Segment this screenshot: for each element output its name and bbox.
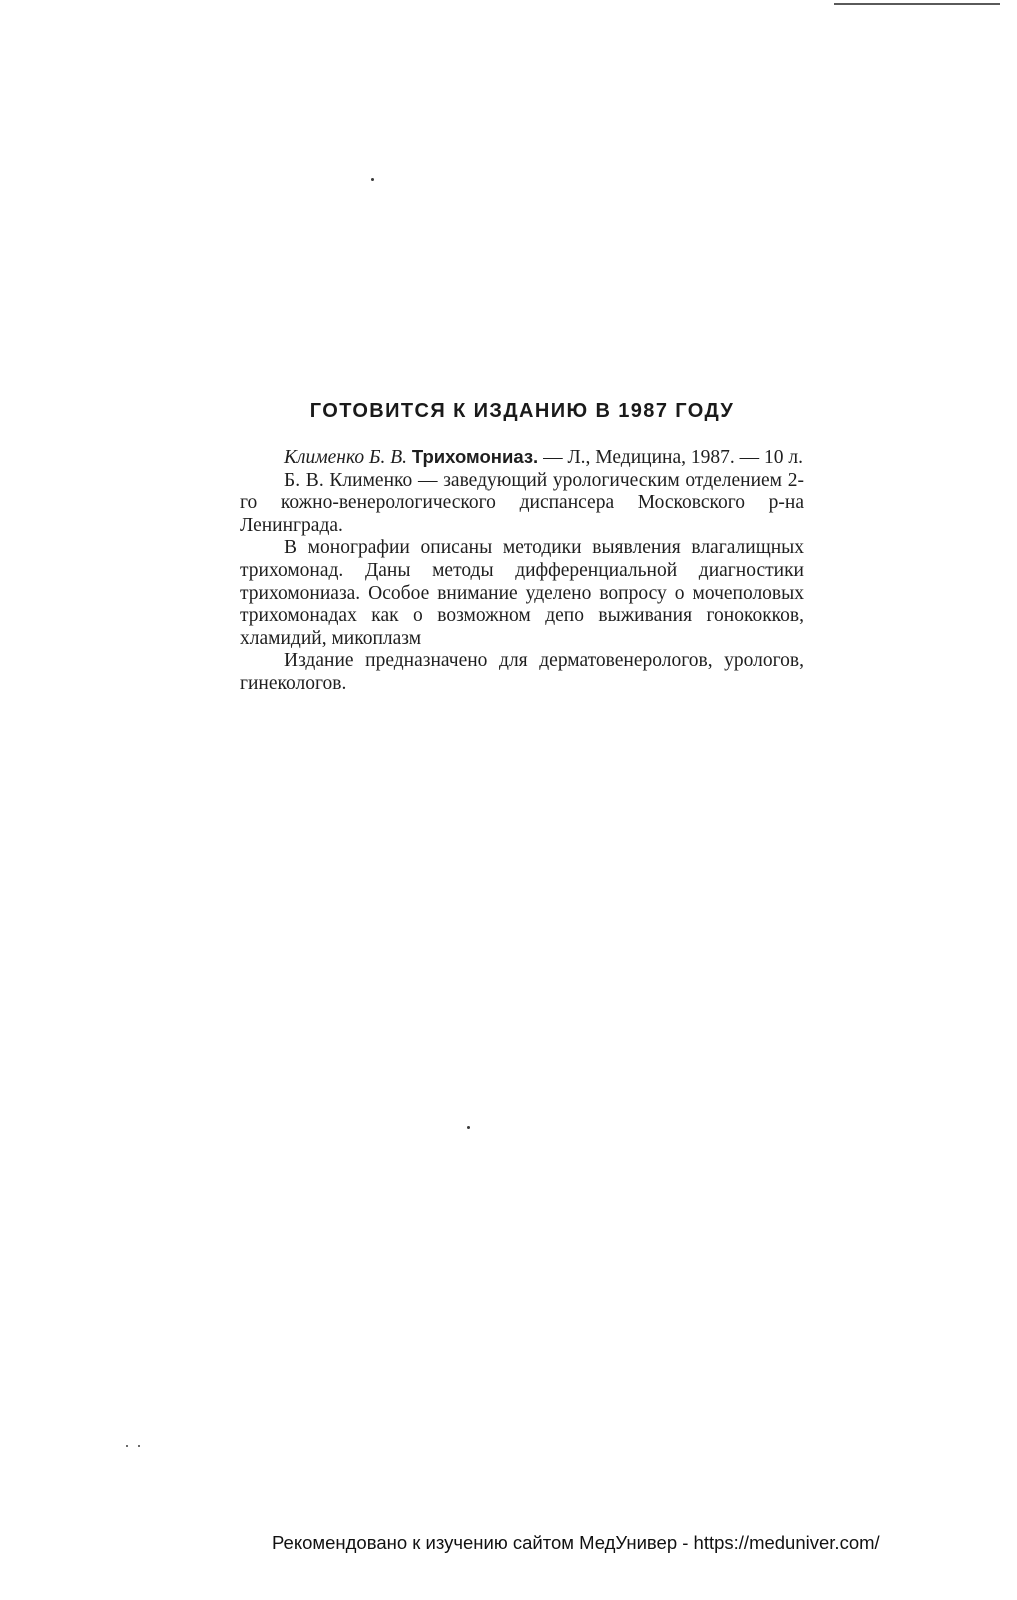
entry-author: Клименко Б. В. bbox=[284, 447, 408, 468]
scan-speck bbox=[467, 1126, 470, 1129]
entry-title: Трихомониаз. bbox=[411, 446, 539, 467]
author-paragraph: Б. В. Клименко — заведующий урологическим отделением 2-го кожно-венерологического диспансера Московского р-на Ленинграда. bbox=[240, 469, 804, 536]
announcement-body bbox=[240, 446, 804, 696]
top-edge-rule bbox=[834, 3, 1000, 5]
bibliographic-entry bbox=[240, 446, 804, 470]
scan-speck bbox=[138, 1445, 140, 1447]
summary-paragraph: В монографии описаны методики выявления влагалищных трихомонад. Даны методы дифференциальной диагностики трихомониаза. Особое внимание уделено вопросу о мочеполовых трихомонадах как о возможном депо выживания гонококков, хламидий, микоплазм bbox=[240, 537, 804, 649]
section-heading: ГОТОВИТСЯ К ИЗДАНИЮ В 1987 ГОДУ bbox=[309, 400, 735, 422]
entry-imprint: — Л., Медицина, 1987. — 10 л. bbox=[538, 447, 803, 468]
audience-paragraph: Издание предназначено для дерматовенерологов, урологов, гинекологов. bbox=[240, 650, 804, 694]
site-watermark: Рекомендовано к изучению сайтом МедУнивер - https://meduniver.com/ bbox=[272, 1532, 880, 1553]
scan-speck bbox=[371, 178, 374, 181]
scan-speck bbox=[126, 1445, 128, 1447]
